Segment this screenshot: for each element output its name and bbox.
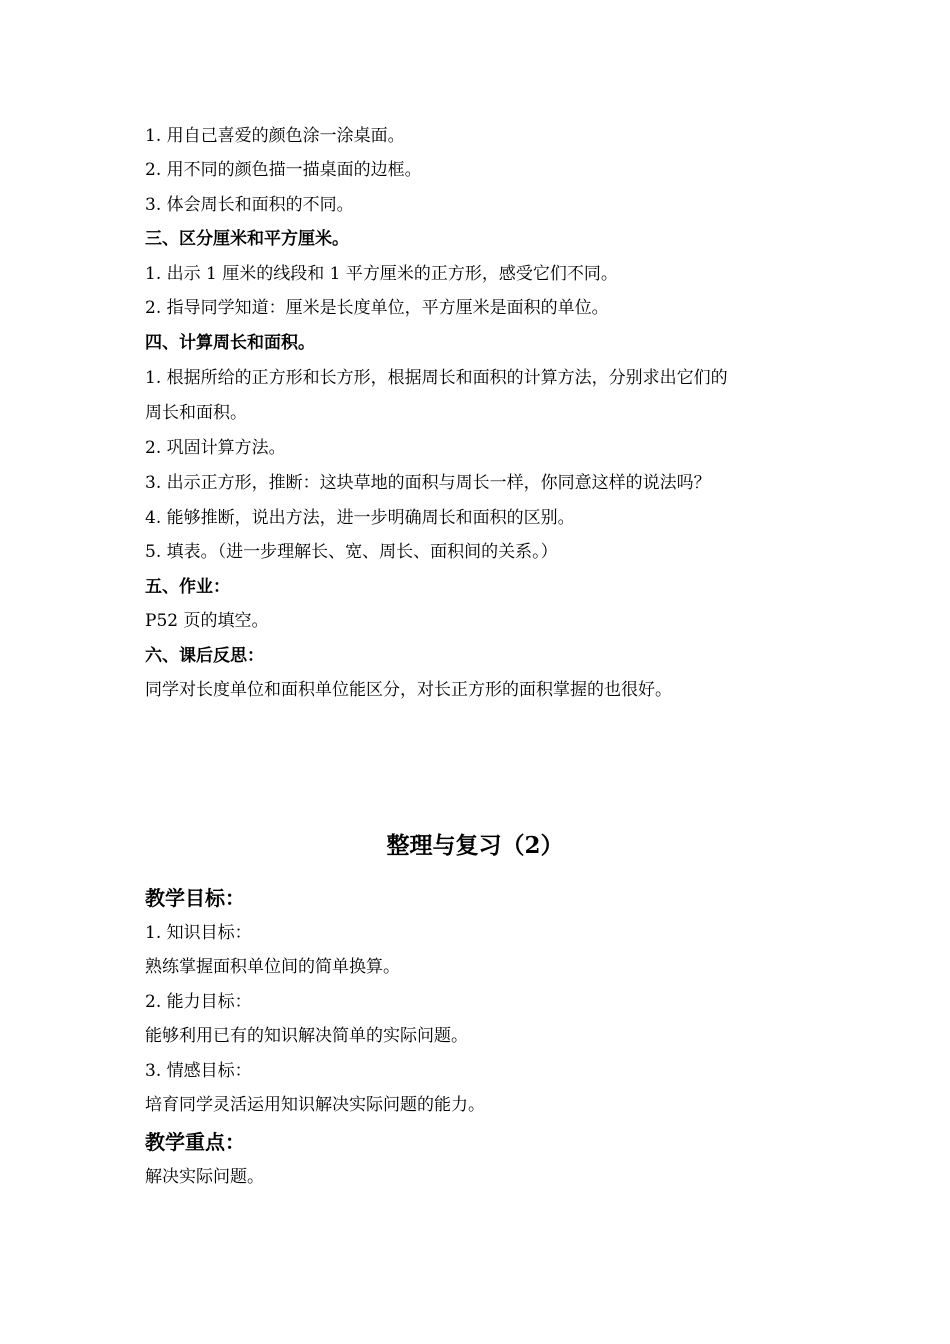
lesson-title: 整理与复习（2） bbox=[386, 832, 564, 859]
section-4-item-2: 2. 巩固计算方法。 bbox=[145, 438, 286, 458]
section-6-text: 同学对长度单位和面积单位能区分，对长正方形的面积掌握的也很好。 bbox=[145, 680, 672, 700]
goal-1-text: 熟练掌握面积单位间的简单换算。 bbox=[145, 957, 400, 977]
section-4-item-1-cont: 周长和面积。 bbox=[145, 403, 247, 423]
section-4-item-1: 1. 根据所给的正方形和长方形，根据周长和面积的计算方法，分别求出它们的 bbox=[145, 368, 728, 388]
goal-3-text: 培育同学灵活运用知识解决实际问题的能力。 bbox=[145, 1095, 485, 1115]
section-3-item-2: 2. 指导同学知道：厘米是长度单位，平方厘米是面积的单位。 bbox=[145, 298, 609, 318]
goal-1-label: 1. 知识目标： bbox=[145, 923, 252, 943]
section-3-heading: 三、区分厘米和平方厘米。 bbox=[145, 229, 349, 249]
section-4-item-4: 4. 能够推断，说出方法，进一步明确周长和面积的区别。 bbox=[145, 508, 575, 528]
goal-3-label: 3. 情感目标： bbox=[145, 1061, 252, 1081]
section-4-item-3: 3. 出示正方形，推断：这块草地的面积与周长一样，你同意这样的说法吗？ bbox=[145, 473, 711, 493]
goal-2-text: 能够利用已有的知识解决简单的实际问题。 bbox=[145, 1026, 468, 1046]
section-4-item-5: 5. 填表。（进一步理解长、宽、周长、面积间的关系。） bbox=[145, 542, 558, 562]
goal-2-label: 2. 能力目标： bbox=[145, 992, 252, 1012]
step-3: 3. 体会周长和面积的不同。 bbox=[145, 195, 354, 215]
section-4-heading: 四、计算周长和面积。 bbox=[145, 333, 315, 353]
step-1: 1. 用自己喜爱的颜色涂一涂桌面。 bbox=[145, 126, 405, 146]
goals-heading: 教学目标： bbox=[145, 886, 245, 910]
section-6-heading: 六、课后反思： bbox=[145, 646, 264, 666]
section-3-item-1: 1. 出示 1 厘米的线段和 1 平方厘米的正方形，感受它们不同。 bbox=[145, 264, 618, 284]
key-points-heading: 教学重点： bbox=[145, 1130, 245, 1154]
step-2: 2. 用不同的颜色描一描桌面的边框。 bbox=[145, 160, 422, 180]
section-5-text: P52 页的填空。 bbox=[145, 611, 269, 631]
key-points-text: 解决实际问题。 bbox=[145, 1167, 264, 1187]
section-5-heading: 五、作业： bbox=[145, 577, 230, 597]
